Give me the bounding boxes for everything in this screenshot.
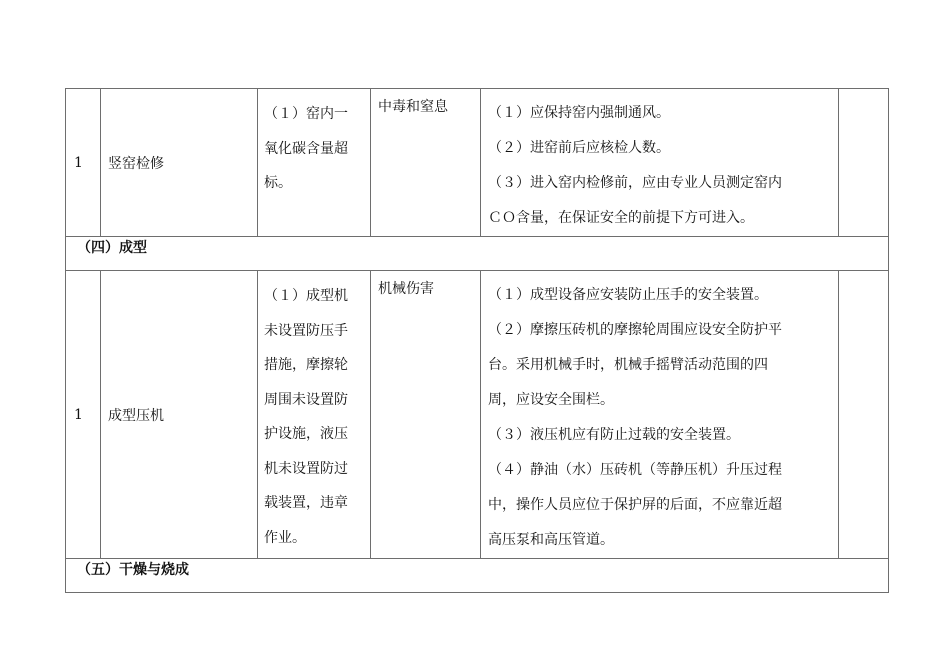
- accident-type: 中毒和窒息: [371, 89, 481, 237]
- measure-line: （２）摩擦压砖机的摩擦轮周围应设安全防护平: [488, 322, 782, 338]
- section-row: [66, 237, 889, 271]
- safety-measures: [481, 89, 839, 237]
- hazard-description: [258, 271, 371, 559]
- measure-line: （３）进入窑内检修前，应由专业人员测定窑内: [488, 175, 782, 191]
- hazard-line: 未设置防压手: [264, 322, 348, 339]
- hazard-line: 机未设置防过: [264, 460, 348, 477]
- measure-line: 周，应设安全围栏。: [488, 392, 614, 408]
- measure-line: （４）静油（水）压砖机（等静压机）升压过程: [488, 462, 782, 478]
- row-number: 1: [66, 271, 101, 559]
- table-row: [66, 89, 889, 237]
- section-row: [66, 559, 889, 593]
- remarks-cell: [839, 271, 889, 559]
- accident-type: 机械伤害: [371, 271, 481, 559]
- hazard-line: 措施，摩擦轮: [264, 357, 348, 373]
- measure-line: （１）应保持窑内强制通风。: [488, 105, 670, 121]
- measure-line: 中，操作人员应位于保护屏的后面，不应靠近超: [488, 497, 782, 513]
- measure-line: 台。采用机械手时，机械手摇臂活动范围的四: [488, 357, 768, 373]
- measure-line: （２）进窑前后应核检人数。: [488, 140, 670, 156]
- hazard-line: 作业。: [264, 529, 306, 546]
- measure-line: ＣＯ含量，在保证安全的前提下方可进入。: [488, 210, 754, 226]
- hazard-line: 周围未设置防: [264, 391, 348, 408]
- section-title-drying: （五）干燥与烧成: [66, 559, 889, 593]
- measure-line: 高压泵和高压管道。: [488, 532, 614, 548]
- hazard-line: 载装置，违章: [264, 495, 348, 511]
- work-item: 成型压机: [101, 271, 258, 559]
- work-item: 竖窑检修: [101, 89, 258, 237]
- hazard-line: （１）成型机: [264, 288, 348, 304]
- remarks-cell: [839, 89, 889, 237]
- measure-line: （１）成型设备应安装防止压手的安全装置。: [488, 287, 768, 303]
- section-title-forming: （四）成型: [66, 237, 889, 271]
- hazard-line: 氧化碳含量超: [264, 140, 348, 157]
- hazard-table: [65, 88, 889, 593]
- safety-measures: [481, 271, 839, 559]
- table-row: [66, 271, 889, 559]
- hazard-line: （１）窑内一: [264, 106, 348, 122]
- hazard-line: 护设施，液压: [264, 426, 348, 442]
- hazard-line: 标。: [264, 175, 292, 191]
- hazard-description: [258, 89, 371, 237]
- row-number: 1: [66, 89, 101, 237]
- measure-line: （３）液压机应有防止过载的安全装置。: [488, 427, 740, 443]
